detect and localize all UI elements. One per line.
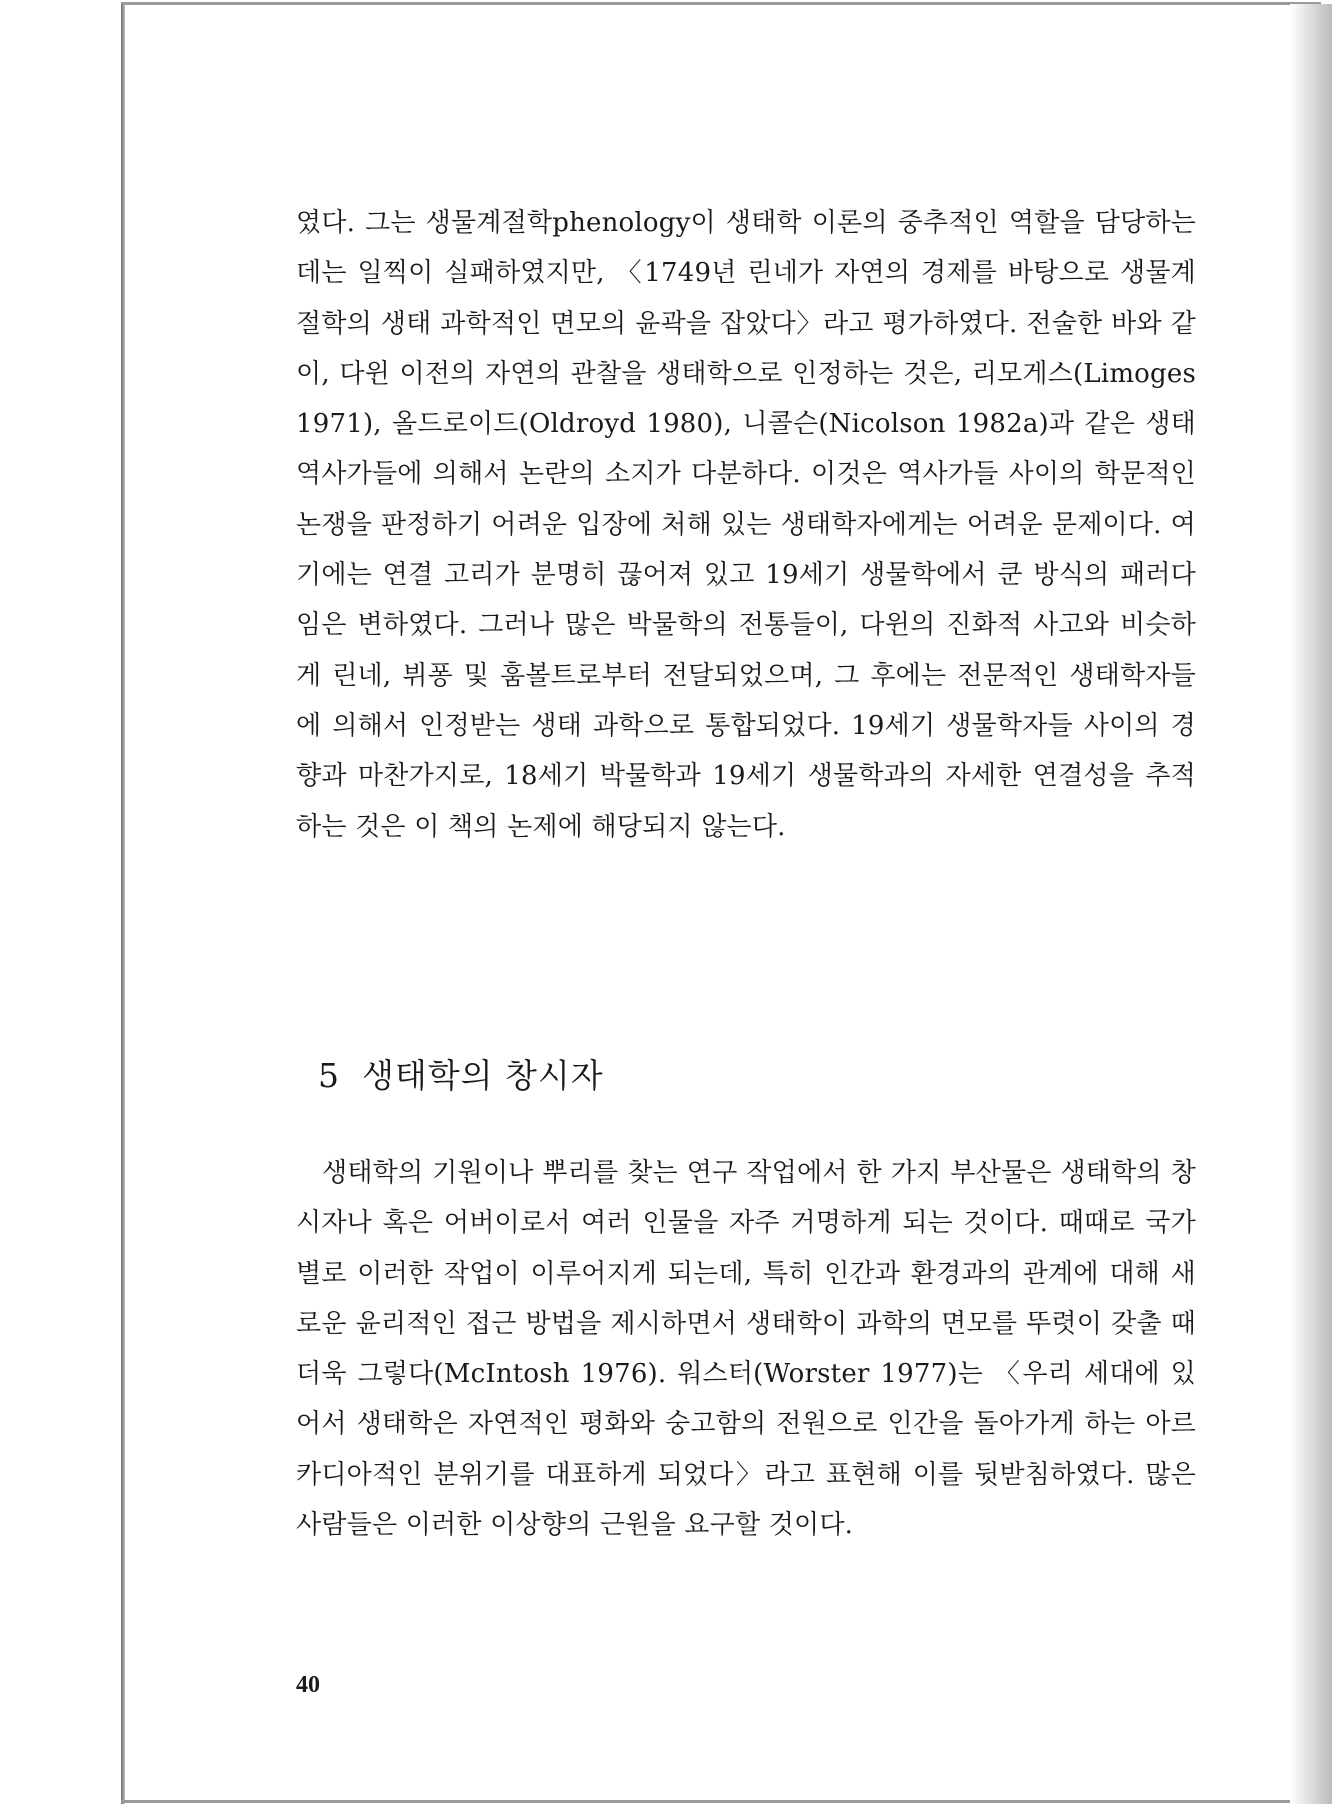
page-edge-bottom <box>121 1800 1321 1803</box>
section-heading <box>318 1050 604 1097</box>
page-shade-right <box>1290 4 1332 1804</box>
page-edge-left <box>121 4 125 1804</box>
body-text-top <box>296 198 1196 852</box>
section-number: 5 <box>318 1056 340 1095</box>
page-edge-top <box>121 2 1321 5</box>
section-title: 생태학의 창시자 <box>362 1056 604 1095</box>
page-number: 40 <box>296 1672 320 1698</box>
body-text-bottom <box>296 1148 1196 1550</box>
paragraph: 생태학의 기원이나 뿌리를 찾는 연구 작업에서 한 가지 부산물은 생태학의 창시자나 혹은 어버이로서 여러 인물을 자주 거명하게 되는 것이다. 때때로 국가별로 이러한 작업이 이루어지게 되는데, 특히 인간과 환경과의 관계에 대해 새로운 윤리적인 접근 방법을 제시하면서 생태학이 과학의 면모를 뚜렷이 갖출 때 더욱 그렇다(McIntosh 1976). 워스터(Worster 1977)는 〈우리 세대에 있어서 생태학은 자연적인 평화와 숭고함의 전원으로 인간을 돌아가게 하는 아르카디아적인 분위기를 대표하게 되었다〉라고 표현해 이를 뒷받침하였다. 많은 사람들은 이러한 이상향의 근원을 요구할 것이다. <box>296 1158 1196 1541</box>
paragraph: 였다. 그는 생물계절학phenology이 생태학 이론의 중추적인 역할을 담당하는 데는 일찍이 실패하였지만, 〈1749년 린네가 자연의 경제를 바탕으로 생물계절학의 생태 과학적인 면모의 윤곽을 잡았다〉라고 평가하였다. 전술한 바와 같이, 다윈 이전의 자연의 관찰을 생태학으로 인정하는 것은, 리모게스(Limoges 1971), 올드로이드(Oldroyd 1980), 니콜슨(Nicolson 1982a)과 같은 생태 역사가들에 의해서 논란의 소지가 다분하다. 이것은 역사가들 사이의 학문적인 논쟁을 판정하기 어려운 입장에 처해 있는 생태학자에게는 어려운 문제이다. 여기에는 연결 고리가 분명히 끊어져 있고 19세기 생물학에서 쿤 방식의 패러다임은 변하였다. 그러나 많은 박물학의 전통들이, 다윈의 진화적 사고와 비슷하게 린네, 뷔퐁 및 훔볼트로부터 전달되었으며, 그 후에는 전문적인 생태학자들에 의해서 인정받는 생태 과학으로 통합되었다. 19세기 생물학자들 사이의 경향과 마찬가지로, 18세기 박물학과 19세기 생물학과의 자세한 연결성을 추적하는 것은 이 책의 논제에 해당되지 않는다. <box>296 208 1196 842</box>
